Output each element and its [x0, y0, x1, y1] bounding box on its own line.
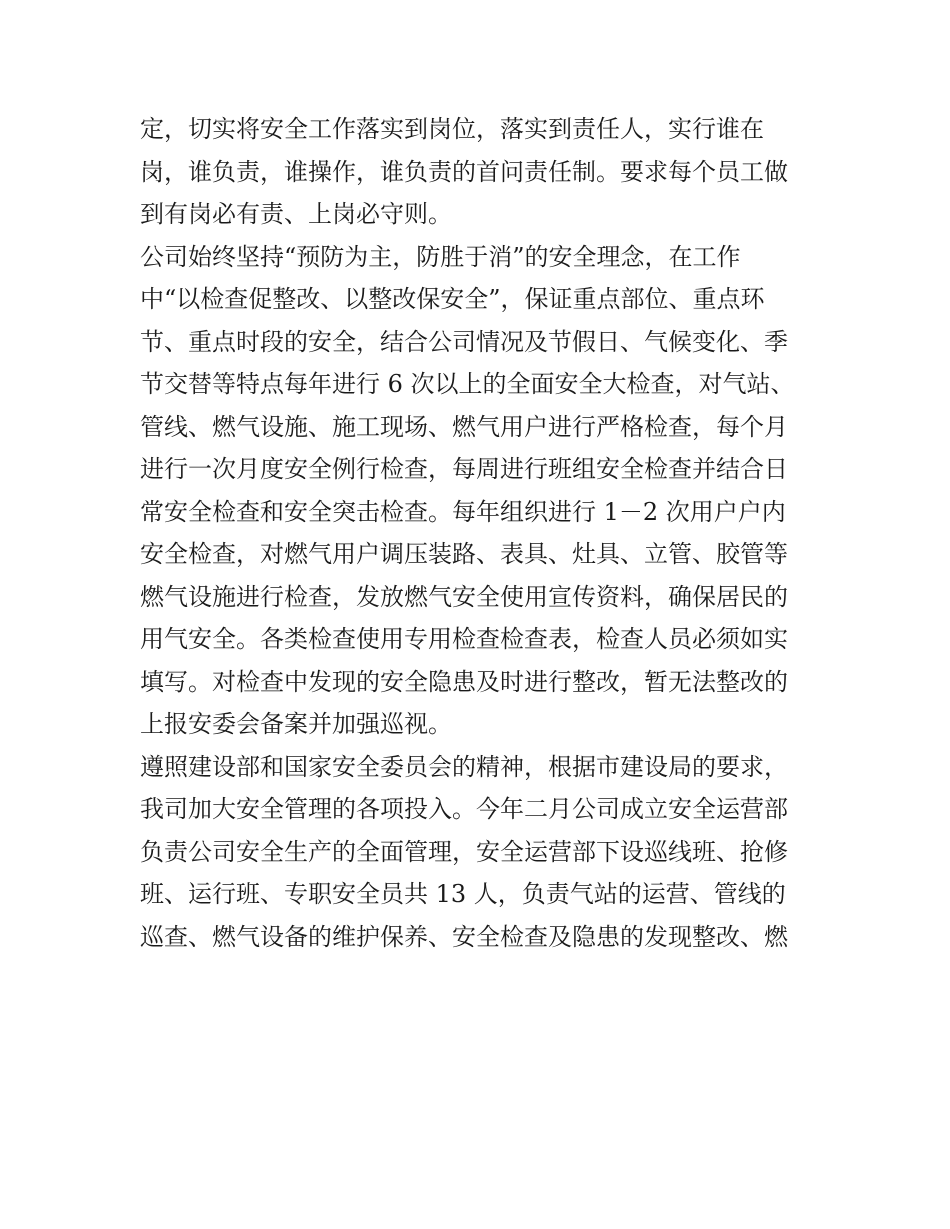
- text-line: 负责公司安全生产的全面管理，安全运营部下设巡线班、抢修: [140, 837, 788, 866]
- text-line: 定，切实将安全工作落实到岗位，落实到责任人，实行谁在: [140, 115, 764, 143]
- text-line: 班、运行班、专职安全员共 13 人，负责气站的运营、管线的: [140, 880, 786, 908]
- text-line: 进行一次月度安全例行检查，每周进行班组安全检查并结合日: [140, 455, 788, 483]
- text-line: 用气安全。各类检查使用专用检查检查表，检查人员必须如实: [140, 625, 788, 653]
- body-text: [140, 108, 820, 958]
- text-line: 节交替等特点每年进行 6 次以上的全面安全大检查，对气站、: [140, 370, 795, 398]
- text-line: 公司始终坚持“预防为主，防胜于消”的安全理念，在工作: [140, 242, 741, 271]
- text-line: 遵照建设部和国家安全委员会的精神，根据市建设局的要求，: [140, 752, 788, 781]
- text-line: 巡查、燃气设备的维护保养、安全检查及隐患的发现整改、燃: [140, 922, 788, 951]
- text-line: 中“以检查促整改、以整改保安全”，保证重点部位、重点环: [140, 285, 765, 313]
- text-line: 我司加大安全管理的各项投入。今年二月公司成立安全运营部: [140, 795, 788, 823]
- text-line: 安全检查，对燃气用户调压装路、表具、灶具、立管、胶管等: [140, 540, 788, 568]
- text-line: 上报安委会备案并加强巡视。: [140, 710, 452, 738]
- text-line: 岗，谁负责，谁操作，谁负责的首问责任制。要求每个员工做: [140, 157, 788, 186]
- text-line: 填写。对检查中发现的安全隐患及时进行整改，暂无法整改的: [140, 667, 788, 696]
- text-line: 常安全检查和安全突击检查。每年组织进行 1－2 次用户户内: [140, 497, 786, 526]
- text-line: 节、重点时段的安全，结合公司情况及节假日、气候变化、季: [140, 327, 788, 356]
- text-line: 燃气设施进行检查，发放燃气安全使用宣传资料，确保居民的: [140, 582, 788, 611]
- text-line: 到有岗必有责、上岗必守则。: [140, 200, 452, 228]
- text-line: 管线、燃气设施、施工现场、燃气用户进行严格检查，每个月: [140, 412, 788, 441]
